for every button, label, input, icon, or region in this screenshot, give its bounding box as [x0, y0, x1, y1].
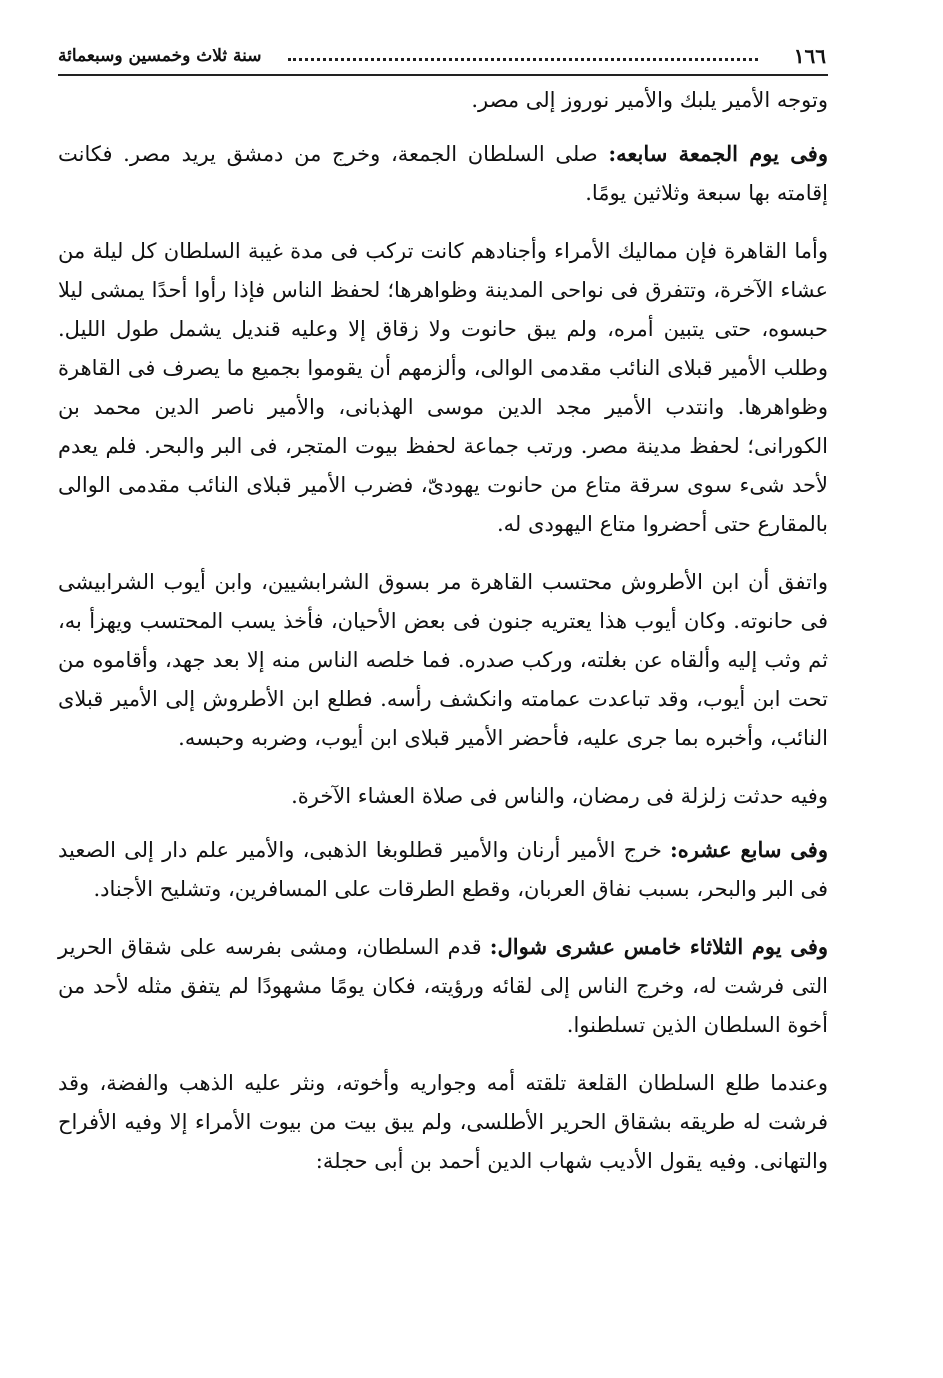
header-dot-leader — [288, 58, 758, 61]
paragraph-lead: وفى سابع عشره: — [670, 837, 828, 862]
paragraph-text: وفيه حدثت زلزلة فى رمضان، والناس فى صلاة العشاء الآخرة. — [291, 784, 828, 808]
paragraph-lead: وفى يوم الثلاثاء خامس عشرى شوال: — [489, 934, 828, 959]
paragraph: وتوجه الأمير يلبك والأمير نوروز إلى مصر. — [471, 88, 828, 112]
page-header — [58, 38, 828, 76]
paragraph-text: قدم السلطان، ومشى بفرسه على شقاق الحرير التى فرشت له، وخرج الناس إلى لقائه ورؤيته، فكان يومًا مشهودًا لم يتفق مثله لأحد من أخوة السلطان الذين تسلطنوا. — [58, 935, 828, 1037]
paragraph — [58, 562, 828, 758]
paragraph-text: خرج الأمير أرنان والأمير قطلوبغا الذهبى، والأمير علم دار إلى الصعيد فى البر والبحر، بسبب نفاق العربان، وقطع الطرقات على المسافرين، وتشليح الأجناد. — [58, 838, 828, 901]
paragraph — [58, 927, 828, 1045]
paragraph — [58, 1063, 828, 1181]
paragraph — [58, 231, 828, 544]
page-number: ١٦٦ — [793, 44, 826, 68]
running-title: سنة ثلاث وخمسين وسبعمائة — [58, 46, 262, 66]
paragraph-text: وعندما طلع السلطان القلعة تلقته أمه وجواريه وأخوته، ونثر عليه الذهب والفضة، وقد فرشت له طريقه بشقاق الحرير الأطلسى، ولم يبق بيت من بيوت الأمراء إلا وفيه الأفراح والتهانى. وفيه يقول الأديب شهاب الدين أحمد بن أبى حجلة: — [58, 1071, 828, 1173]
paragraph-lead: وفى يوم الجمعة سابعه: — [608, 141, 828, 166]
paragraph — [58, 134, 828, 213]
paragraph — [58, 776, 828, 816]
paragraph-text: وأما القاهرة فإن مماليك الأمراء وأجنادهم كانت تركب فى مدة غيبة السلطان كل ليلة من عشاء الآخرة، وتتفرق فى نواحى المدينة وظواهرها؛ لحفظ الناس فإذا رأوا أحدًا يمشى ليلا حبسوه، حتى يتبين أمره، ولم يبق حانوت ولا زقاق إلا وعليه قنديل يشمل طول الليل. وطلب الأمير قبلاى النائب مقدمى الوالى، وألزمهم أن يقوموا بجميع ما يصرف فى القاهرة وظواهرها. وانتدب الأمير مجد الدين موسى الهذبانى، والأمير ناصر الدين محمد بن الكورانى؛ لحفظ مدينة مصر. ورتب جماعة لحفظ بيوت المتجر، فى البر والبحر. فلم يعدم لأحد شىء سوى سرقة متاع من حانوت يهودىّ، فضرب الأمير قبلاى النائب مقدمى الوالى بالمقارع حتى أحضروا متاع اليهودى له. — [58, 239, 828, 536]
paragraph — [58, 830, 828, 909]
paragraph-text: صلى السلطان الجمعة، وخرج من دمشق يريد مصر. فكانت إقامته بها سبعة وثلاثين يومًا. — [58, 142, 828, 205]
paragraph-text: واتفق أن ابن الأطروش محتسب القاهرة مر بسوق الشرابشيين، وابن أيوب الشرابيشى فى حانوته. وكان أيوب هذا يعتريه جنون فى بعض الأحيان، فأخذ يسب المحتسب ويهزأ به، ثم وثب إليه وألقاه عن بغلته، وركب صدره. فما خلصه الناس منه إلا بعد جهد، وأقاموه من تحت ابن أيوب، وقد تباعدت عمامته وانكشف رأسه. فطلع ابن الأطروش إلى الأمير قبلاى النائب، وأخبره بما جرى عليه، فأحضر الأمير قبلاى ابن أيوب، وضربه وحبسه. — [58, 570, 828, 750]
book-page — [58, 38, 828, 1181]
